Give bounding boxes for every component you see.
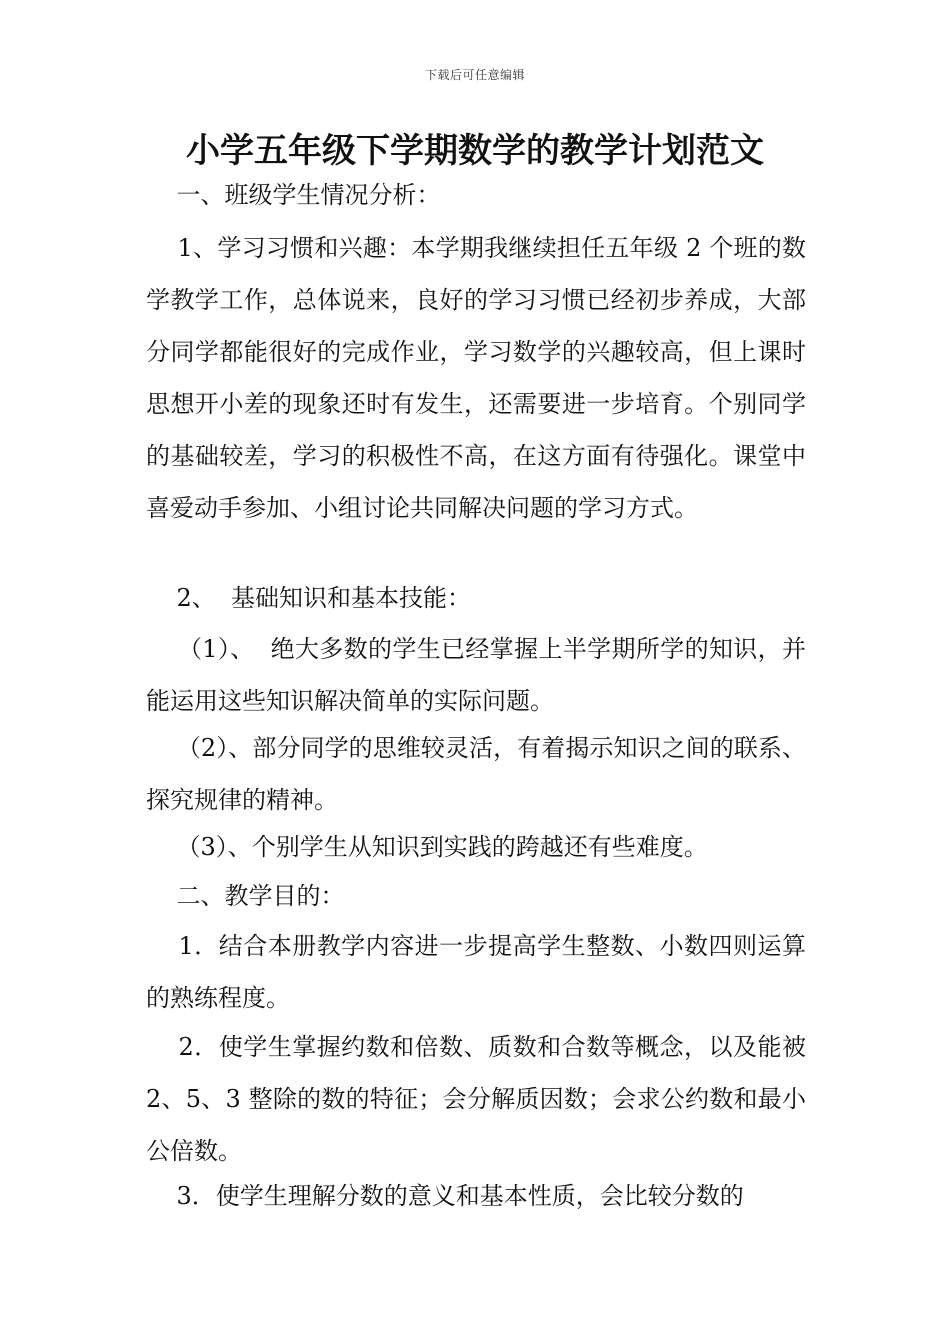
paragraph-basic-knowledge-item-1: （1）、 绝大多数的学生已经掌握上半学期所学的知识，并能运用这些知识解决简单的实际问题。 <box>146 635 807 715</box>
paragraph-teaching-goal-1: 1．结合本册教学内容进一步提高学生整数、小数四则运算的熟练程度。 <box>146 932 806 1012</box>
paragraph-teaching-goal-3: 3．使学生理解分数的意义和基本性质，会比较分数的 <box>146 1182 744 1210</box>
page-title: 小学五年级下学期数学的教学计划范文 <box>186 131 764 171</box>
paragraph-teaching-goal-2: 2．使学生掌握约数和倍数、质数和合数等概念，以及能被 2、5、3 整除的数的特征；会分解质因数；会求公约数和最小公倍数。 <box>146 1033 814 1165</box>
section-heading-teaching-goals: 二、教学目的： <box>146 882 345 910</box>
paragraph-learning-habits: 1、学习习惯和兴趣：本学期我继续担任五年级 2 个班的数学教学工作，总体说来，良好的学习习惯已经初步养成，大部分同学都能很好的完成作业，学习数学的兴趣较高，但上课时思想开小差的现象还时有发生，还需要进一步培育。个别同学的基础较差，学习的积极性不高，在这方面有待强化。课堂中喜爱动手参加、小组讨论共同解决问题的学习方式。 <box>146 234 807 522</box>
header-note: 下载后可任意编辑 <box>424 68 525 82</box>
paragraph-basic-knowledge-heading: 2、 基础知识和基本技能： <box>146 584 472 612</box>
paragraph-basic-knowledge-item-2: （2）、部分同学的思维较灵活，有着揭示知识之间的联系、探究规律的精神。 <box>146 734 806 814</box>
paragraph-basic-knowledge-item-3: （3）、个别学生从知识到实践的跨越还有些难度。 <box>146 833 708 861</box>
section-heading-class-analysis: 一、班级学生情况分析： <box>146 181 441 209</box>
